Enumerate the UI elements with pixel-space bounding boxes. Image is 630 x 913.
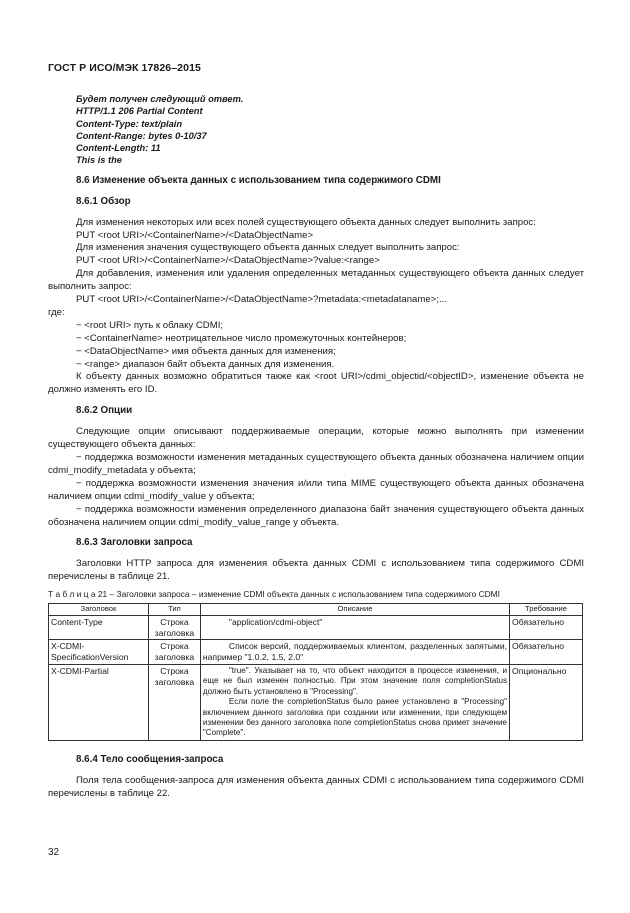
response-line: Будет получен следующий ответ. (76, 94, 244, 104)
page-number: 32 (48, 847, 60, 858)
paragraph: Заголовки HTTP запроса для изменения объекта данных CDMI с использованием типа содержимого CDMI перечислены в таблице 21. (48, 558, 584, 583)
description-cell: Список версий, поддерживаемых клиентом, разделенных запятыми, например "1.0.2, 1.5, 2.0" (200, 640, 509, 665)
requirement-cell: Обязательно (510, 640, 583, 665)
option-item: − поддержка возможности изменения метаданных существующего объекта данных обозначена наличием опции cdmi_modify_metadata у объекта; (48, 452, 584, 476)
description-paragraph: Если поле the completionStatus было ранее установлено в "Processing" включением данного заголовка при создании или изменении, при следующем изменении без данного заголовка поле completionStatus снова примет значение "Complete". (202, 697, 508, 738)
page-content (48, 93, 584, 801)
code-line: PUT <root URI>/<ContainerName>/<DataObjectName>?metadata:<metadataname>;... (76, 294, 447, 306)
paragraph: Для добавления, изменения или удаления определенных метаданных существующего объекта данных следует выполнить запрос: (48, 268, 584, 293)
request-headers-table (48, 603, 583, 741)
document-header: ГОСТ Р ИСО/МЭК 17826–2015 (48, 62, 201, 74)
paragraph: К объекту данных возможно обратиться также как <root URI>/cdmi_objectid/<objectID>, изменение объекта не должно изменять его ID. (48, 371, 584, 396)
code-line: PUT <root URI>/<ContainerName>/<DataObjectName> (76, 229, 314, 241)
header-name-cell: X-CDMI-SpecificationVersion (49, 640, 149, 665)
response-line: This is the (76, 155, 122, 166)
paragraph: Для изменения некоторых или всех полей существующего объекта данных следует выполнить запрос: (76, 216, 536, 228)
response-example (76, 93, 584, 167)
definition-item: − <range> диапазон байт объекта данных для изменения. (76, 358, 335, 370)
type-cell: Строка заголовка (148, 640, 200, 665)
description-cell (200, 665, 509, 741)
table-row (49, 640, 583, 665)
section-8-6-1-title: 8.6.1 Обзор (76, 195, 131, 207)
type-cell: Строка заголовка (148, 615, 200, 640)
definition-item: − <DataObjectName> имя объекта данных для изменения; (76, 345, 336, 357)
option-item: − поддержка возможности изменения определенного диапазона байт значения существующего объекта данных обозначена наличием опции cdmi_modify_value_range у объекта. (48, 503, 584, 528)
code-line: PUT <root URI>/<ContainerName>/<DataObjectName>?value:<range> (76, 255, 380, 267)
paragraph: Следующие опции описывают поддерживаемые операции, которые можно выполнять при изменении существующего объекта данных: (48, 426, 584, 451)
paragraph: Для изменения значения существующего объекта данных следует выполнить запрос: (76, 242, 460, 254)
where-label: где: (48, 306, 65, 318)
option-item: − поддержка возможности изменения значения и/или типа MIME существующего объекта данных обозначена наличием опции cdmi_modify_value у объекта; (48, 477, 584, 502)
response-line: Content-Range: bytes 0-10/37 (76, 130, 207, 141)
section-8-6-3-title: 8.6.3 Заголовки запроса (76, 537, 193, 549)
column-header: Тип (148, 604, 200, 616)
paragraph: Поля тела сообщения-запроса для изменения объекта данных CDMI с использованием типа содержимого CDMI перечислены в таблице 22. (48, 774, 584, 799)
section-8-6-2-title: 8.6.2 Опции (76, 405, 133, 417)
requirement-cell: Опционально (510, 665, 583, 741)
table-row (49, 615, 583, 640)
type-cell: Строка заголовка (148, 665, 200, 741)
header-name-cell: X-CDMI-Partial (49, 665, 149, 741)
section-8-6-title: 8.6 Изменение объекта данных с использованием типа содержимого CDMI (76, 174, 441, 186)
table-header-row (49, 604, 583, 616)
response-line: HTTP/1.1 206 Partial Content (76, 106, 203, 117)
table-caption: Т а б л и ц а 21 – Заголовки запроса – изменение CDMI объекта данных с использованием типа содержимого CDMI (48, 589, 500, 600)
description-cell: "application/cdmi-object" (200, 615, 509, 640)
description-paragraph: "true". Указывает на то, что объект находится в процессе изменения, и еще не был изменен полностью. При этом значение поля completionStatus должно быть установлено в "Processing". (202, 666, 508, 696)
column-header: Описание (200, 604, 509, 616)
response-line: Content-Type: text/plain (76, 118, 183, 129)
definition-item: − <root URI> путь к облаку CDMI; (76, 319, 224, 331)
response-line: Content-Length: 11 (76, 143, 161, 154)
header-name-cell: Content-Type (49, 615, 149, 640)
definition-item: − <ContainerName> неотрицательное число промежуточных контейнеров; (76, 332, 407, 344)
section-8-6-4-title: 8.6.4 Тело сообщения-запроса (76, 753, 224, 765)
column-header: Требование (510, 604, 583, 616)
requirement-cell: Обязательно (510, 615, 583, 640)
table-row (49, 665, 583, 741)
column-header: Заголовок (49, 604, 149, 616)
